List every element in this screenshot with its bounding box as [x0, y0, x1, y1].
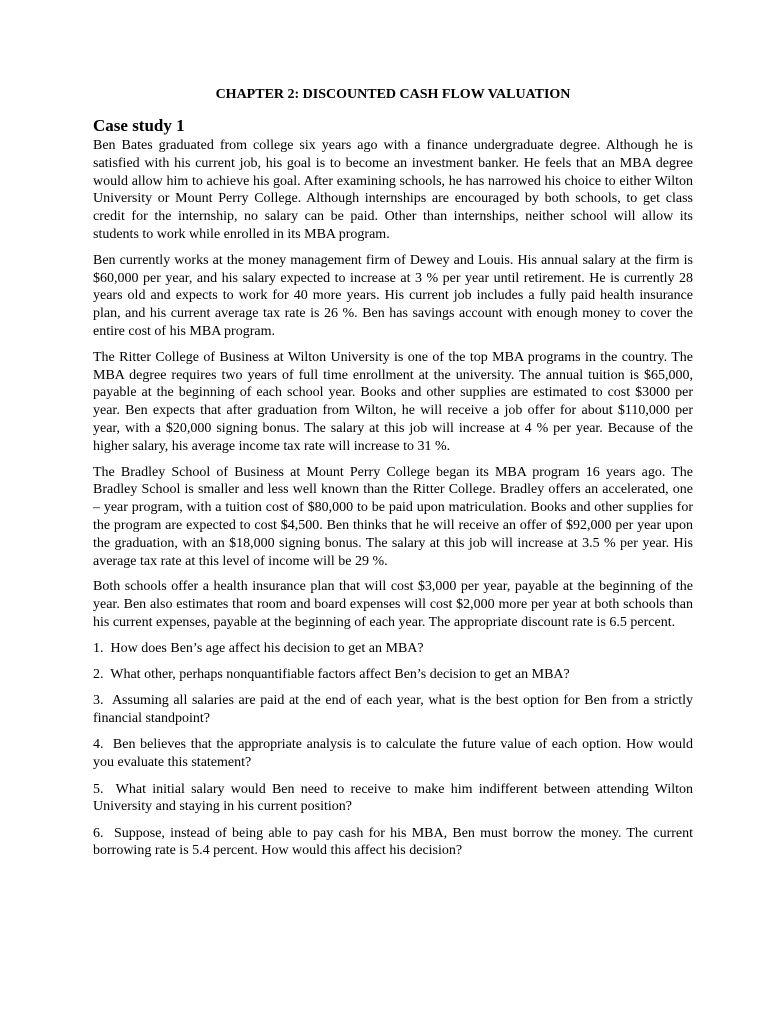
- paragraph-intro: Ben Bates graduated from college six years ago with a finance undergraduate degree. Although he is satisfied with his current job, his goal is to become an investment banker. He feels that an MBA degree would allow him to achieve his goal. After examining schools, he has narrowed his choice to either Wilton University or Mount Perry College. Although internships are encouraged by both schools, to get class credit for the internship, no salary can be paid. Other than internships, neither school will allow its students to work while enrolled in its MBA program.: [93, 138, 693, 242]
- question-3: 3. Assuming all salaries are paid at the end of each year, what is the best option for Ben from a strictly financial standpoint?: [93, 693, 693, 727]
- section-heading: Case study 1: [93, 116, 185, 135]
- paragraph-shared-costs: Both schools offer a health insurance plan that will cost $3,000 per year, payable at the beginning of the year. Ben also estimates that room and board expenses will cost $2,000 more per year at both schools than his current expenses, payable at the beginning of each year. The appropriate discount rate is 6.5 percent.: [93, 579, 693, 630]
- document-page: [93, 86, 693, 869]
- chapter-title: CHAPTER 2: DISCOUNTED CASH FLOW VALUATION: [215, 87, 571, 102]
- question-4: 4. Ben believes that the appropriate analysis is to calculate the future value of each option. How would you evaluate this statement?: [93, 737, 693, 771]
- paragraph-bradley-school: The Bradley School of Business at Mount Perry College began its MBA program 16 years ago. The Bradley School is smaller and less well known than the Ritter College. Bradley offers an accelerated, one – year program, with a tuition cost of $80,000 to be paid upon matriculation. Books and other supplies for the program are expected to cost $4,500. Ben thinks that he will receive an offer of $92,000 per year upon the graduation, with an $18,000 signing bonus. The salary at this job will increase at 3.5 % per year. His average tax rate at this level of income will be 29 %.: [93, 464, 693, 569]
- question-6: 6. Suppose, instead of being able to pay cash for his MBA, Ben must borrow the money. The current borrowing rate is 5.4 percent. How would this affect his decision?: [93, 825, 693, 859]
- question-1: 1. How does Ben’s age affect his decision to get an MBA?: [93, 640, 424, 656]
- paragraph-ritter-college: The Ritter College of Business at Wilton University is one of the top MBA programs in the country. The MBA degree requires two years of full time enrollment at the university. The annual tuition is $65,000, payable at the beginning of each school year. Books and other supplies are estimated to cost $3000 per year. Ben expects that after graduation from Wilton, he will receive a job offer for about $110,000 per year, with a $20,000 signing bonus. The salary at this job will increase at 4 % per year. Because of the higher salary, his average income tax rate will increase to 31 %.: [93, 349, 693, 454]
- question-5: 5. What initial salary would Ben need to receive to make him indifferent between attending Wilton University and staying in his current position?: [93, 781, 693, 815]
- question-2: 2. What other, perhaps nonquantifiable factors affect Ben’s decision to get an MBA?: [93, 667, 570, 683]
- paragraph-current-job: Ben currently works at the money management firm of Dewey and Louis. His annual salary at the firm is $60,000 per year, and his salary expected to increase at 3 % per year until retirement. He is currently 28 years old and expects to work for 40 more years. His current job includes a fully paid health insurance plan, and his current average tax rate is 26 %. Ben has savings account with enough money to cover the entire cost of his MBA program.: [93, 252, 693, 339]
